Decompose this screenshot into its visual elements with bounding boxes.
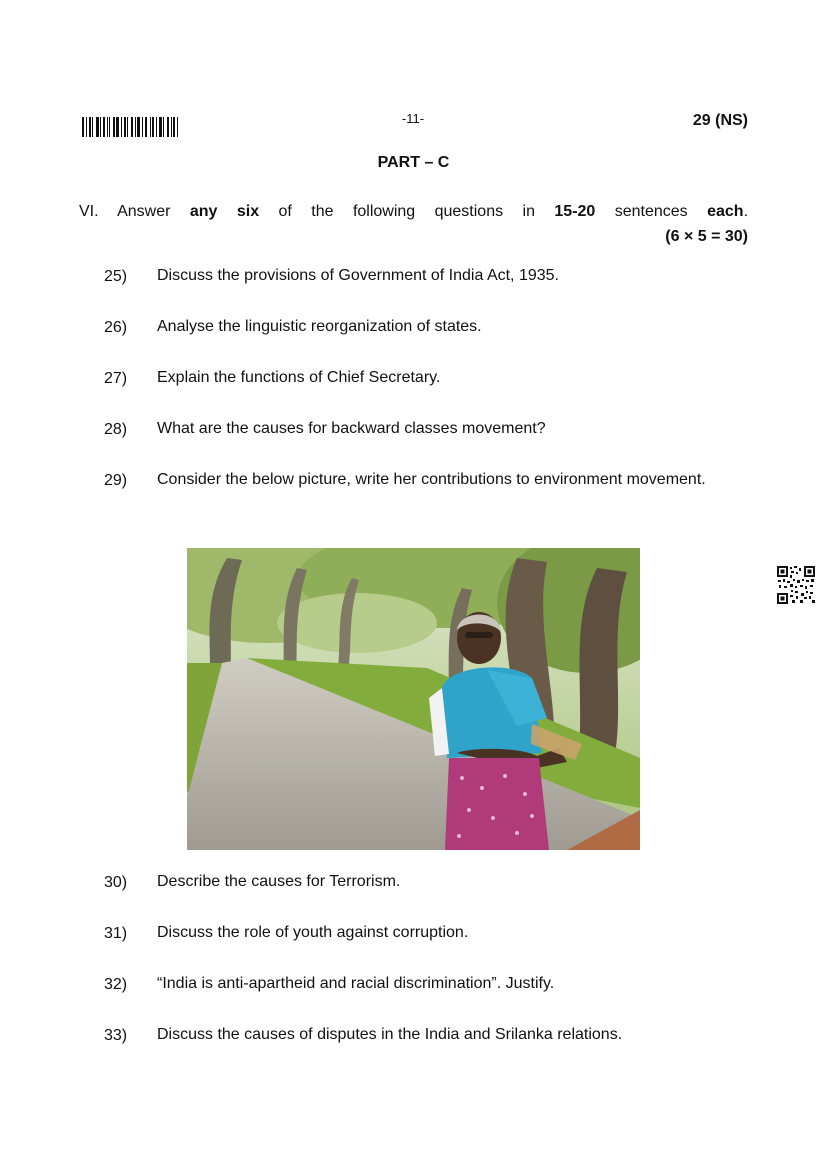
question-number: 25) bbox=[104, 268, 128, 285]
instr-t4: 15-20 bbox=[554, 203, 596, 220]
question-27 bbox=[104, 370, 749, 393]
question-text: “India is anti-apartheid and racial discrimination”. Justify. bbox=[157, 975, 555, 992]
question-text: Explain the functions of Chief Secretary. bbox=[157, 369, 441, 386]
qr-code-icon bbox=[777, 566, 815, 604]
marks-allocation: (6 × 5 = 30) bbox=[665, 228, 748, 245]
instr-t7: . bbox=[743, 203, 749, 220]
question-number: 29) bbox=[104, 472, 128, 489]
question-text: Describe the causes for Terrorism. bbox=[157, 873, 401, 890]
question-29 bbox=[104, 472, 749, 495]
question-33 bbox=[104, 1027, 749, 1050]
instr-t1: Answer bbox=[117, 203, 171, 220]
question-25 bbox=[104, 268, 749, 291]
question-28 bbox=[104, 421, 749, 444]
question-text: Analyse the linguistic reorganization of states. bbox=[157, 318, 482, 335]
question-text: What are the causes for backward classes movement? bbox=[157, 420, 546, 437]
page-number: -11- bbox=[401, 111, 425, 126]
section-instruction bbox=[79, 203, 748, 221]
question-30 bbox=[104, 874, 749, 897]
paper-code: 29 (NS) bbox=[692, 112, 748, 129]
question-31 bbox=[104, 925, 749, 948]
question-number: 30) bbox=[104, 874, 128, 891]
barcode-icon bbox=[82, 117, 190, 137]
question-26 bbox=[104, 319, 749, 342]
question-number: 32) bbox=[104, 976, 128, 993]
question-text: Discuss the causes of disputes in the India and Srilanka relations. bbox=[157, 1026, 623, 1043]
question-32 bbox=[104, 976, 749, 999]
question-number: 28) bbox=[104, 421, 128, 438]
part-title: PART – C bbox=[377, 154, 450, 171]
instr-t5: sentences bbox=[614, 203, 688, 220]
question-text: Consider the below picture, write her contributions to environment movement. bbox=[157, 471, 706, 488]
instr-t2: any six bbox=[189, 203, 260, 220]
section-roman: VI. bbox=[79, 203, 99, 220]
instr-t3: of the following questions in bbox=[278, 203, 535, 220]
question-text: Discuss the role of youth against corruption. bbox=[157, 924, 469, 941]
question-number: 26) bbox=[104, 319, 128, 336]
instr-t6: each bbox=[707, 203, 744, 220]
question-photo bbox=[187, 548, 640, 850]
question-number: 33) bbox=[104, 1027, 128, 1044]
question-text: Discuss the provisions of Government of India Act, 1935. bbox=[157, 267, 559, 284]
question-number: 31) bbox=[104, 925, 128, 942]
question-number: 27) bbox=[104, 370, 128, 387]
